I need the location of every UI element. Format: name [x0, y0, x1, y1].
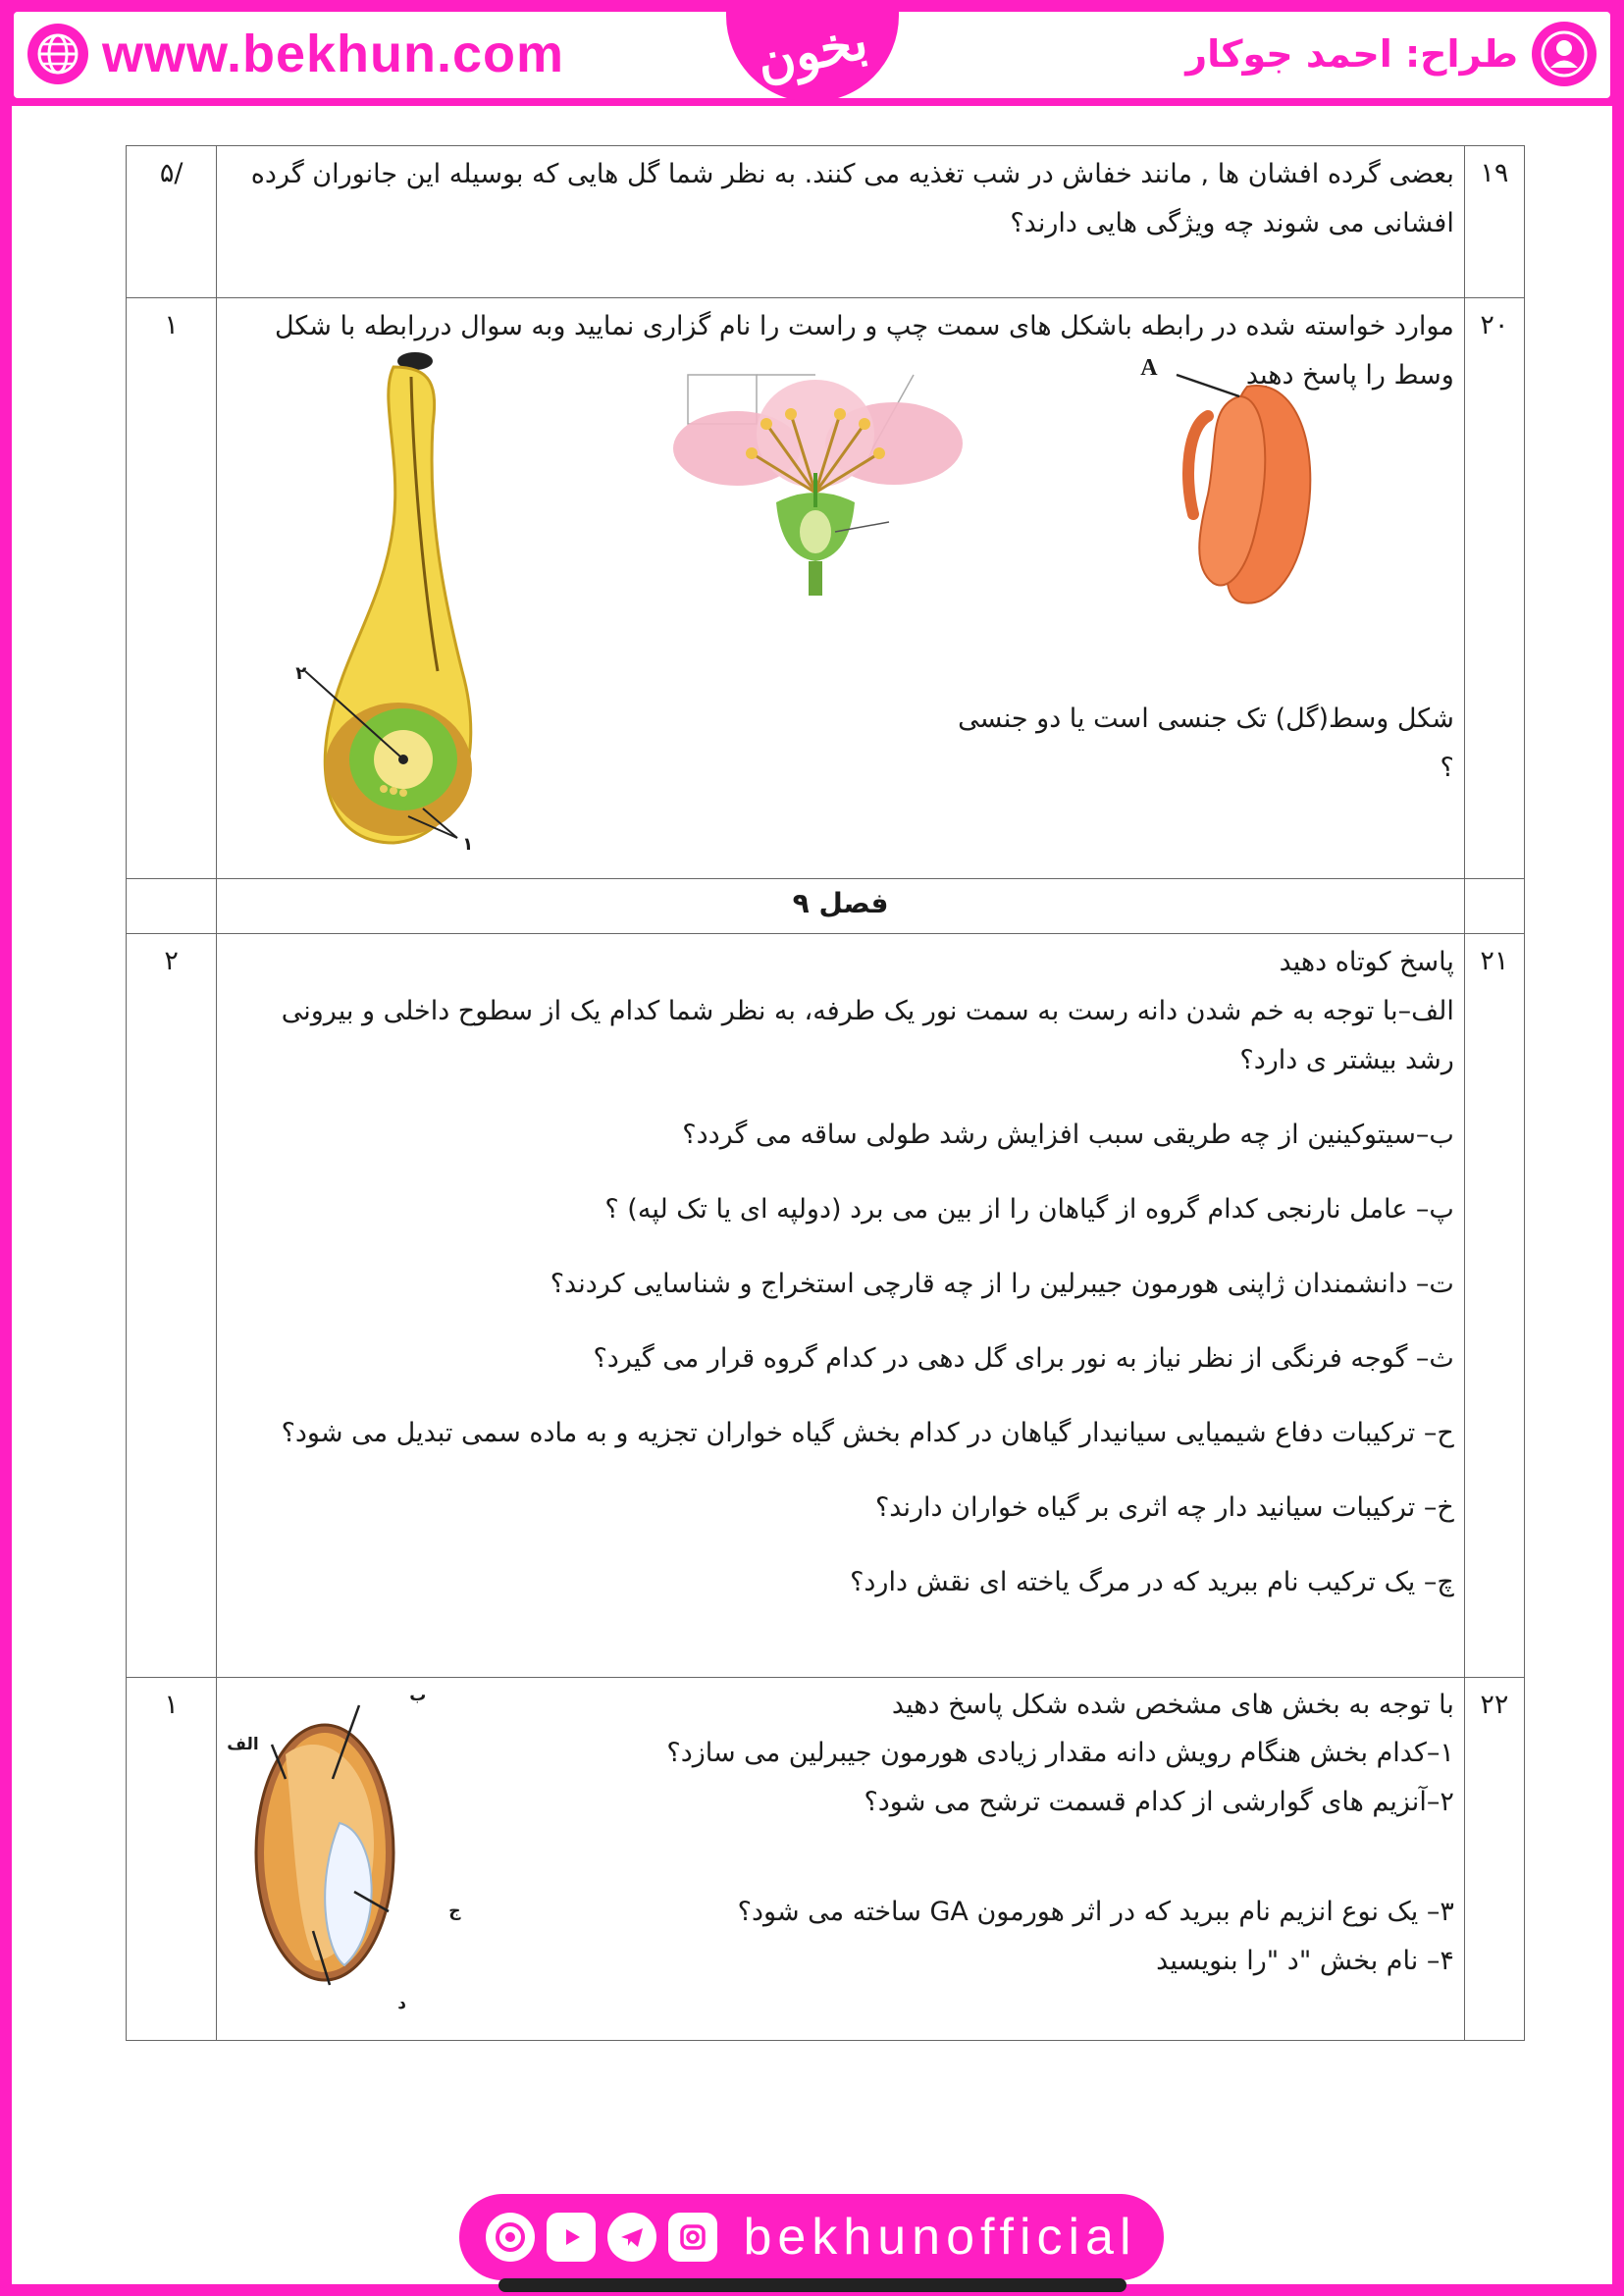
site-link[interactable] — [27, 22, 564, 86]
footer-shadow — [498, 2278, 1126, 2292]
designer-credit — [1185, 20, 1597, 88]
anther-figure — [1149, 357, 1326, 622]
social-bar — [459, 2194, 1164, 2280]
question-number: ۲۲ — [1464, 1678, 1524, 2041]
seed-label-dal: د — [397, 1994, 407, 2013]
label-1: ۱ — [462, 834, 474, 855]
logo-text: بخون — [752, 10, 873, 92]
seed-label-je: ج — [448, 1902, 461, 1921]
question-number: ۱۹ — [1464, 146, 1524, 298]
table-row — [127, 298, 1525, 879]
list-item: ۳– یک نوع انزیم نام ببرید که در اثر هورمون GA ساخته می شود؟ — [737, 1897, 1454, 1927]
social-handle[interactable]: bekhunofficial — [743, 2209, 1137, 2266]
table-row — [127, 1678, 1525, 2041]
flower-figure — [668, 345, 982, 610]
exam-table — [126, 145, 1525, 2041]
question-intro: پاسخ کوتاه دهید — [1279, 947, 1454, 977]
list-item: الف–با توجه به خم شدن دانه رست به سمت نور یک طرفه، به نظر شما کدام یک از سطوح داخلی و بیرونی رشد بیشتر ی دارد؟ — [281, 996, 1454, 1075]
table-row — [127, 146, 1525, 298]
table-row — [127, 879, 1525, 934]
list-item: ۱–کدام بخش هنگام رویش دانه مقدار زیادی هورمون جیبرلین می سازد؟ — [666, 1738, 1454, 1768]
telegram-icon[interactable] — [607, 2213, 656, 2262]
camera-icon[interactable] — [486, 2213, 535, 2262]
list-item: خ– ترکیبات سیانید دار چه اثری بر گیاه خواران دارند؟ — [874, 1492, 1454, 1523]
designer-name: طراح: احمد جوکار — [1185, 32, 1518, 76]
question-cell — [217, 934, 1465, 1678]
list-item: ۲–آنزیم های گوارشی از کدام قسمت ترشح می شود؟ — [864, 1787, 1454, 1817]
question-text: موارد خواسته شده در رابطه باشکل های سمت چپ و راست را نام گزاری نمایید وبه سوال دررابطه با شکل وسط را پاسخ دهید — [274, 311, 1454, 391]
seed-label-alef: الف — [227, 1735, 259, 1754]
label-a: A — [1140, 355, 1158, 381]
question-mid: شکل وسط(گل) تک جنسی است یا دو جنسی ؟ — [958, 704, 1454, 783]
youtube-icon[interactable] — [547, 2213, 596, 2262]
seed-label-be: ب — [409, 1686, 427, 1705]
ovule-figure — [276, 347, 501, 867]
list-item: ت– دانشمندان ژاپنی هورمون جیبرلین را از چه قارچی استخراج و شناسایی کردند؟ — [550, 1269, 1454, 1299]
question-number: ۲۰ — [1464, 298, 1524, 879]
question-number: ۲۱ — [1464, 934, 1524, 1678]
list-item: ۴– نام بخش "د "را بنویسید — [1156, 1946, 1454, 1976]
label-2: ۲ — [295, 663, 307, 684]
list-item: ب–سیتوکینین از چه طریقی سبب افزایش رشد طولی ساقه می گردد؟ — [682, 1120, 1454, 1150]
site-url[interactable]: www.bekhun.com — [102, 25, 565, 83]
question-score: ۱ — [127, 298, 217, 879]
question-intro: با توجه به بخش های مشخص شده شکل پاسخ دهید — [891, 1690, 1454, 1720]
globe-icon — [27, 24, 88, 84]
question-score: /۵ — [127, 146, 217, 298]
question-cell — [217, 298, 1465, 879]
list-item: پ– عامل نارنجی کدام گروه از گیاهان را از بین می برد (دولپه ای یا تک لپه) ؟ — [604, 1194, 1454, 1225]
list-item: ح– ترکیبات دفاع شیمیایی سیانیدار گیاهان در کدام بخش گیاه خواران تجزیه و به ماده سمی تبدیل می شود؟ — [281, 1418, 1454, 1448]
question-cell — [217, 1678, 1465, 2041]
question-score: ۱ — [127, 1678, 217, 2041]
list-item: چ– یک ترکیب نام ببرید که در مرگ یاخته ای نقش دارد؟ — [850, 1567, 1454, 1597]
list-item: ث– گوجه فرنگی از نظر نیاز به نور برای گل دهی در کدام گروه قرار می گیرد؟ — [593, 1343, 1454, 1374]
person-icon — [1532, 22, 1597, 86]
instagram-icon[interactable] — [668, 2213, 717, 2262]
table-row — [127, 934, 1525, 1678]
question-text: بعضی گرده افشان ها , مانند خفاش در شب تغذیه می کنند. به نظر شما گل هایی که بوسیله این جانوران گرده افشانی می شوند چه ویژگی هایی دارند؟ — [250, 159, 1454, 238]
question-cell — [217, 146, 1465, 298]
chapter-heading: فصل ۹ — [792, 887, 889, 919]
question-score: ۲ — [127, 934, 217, 1678]
